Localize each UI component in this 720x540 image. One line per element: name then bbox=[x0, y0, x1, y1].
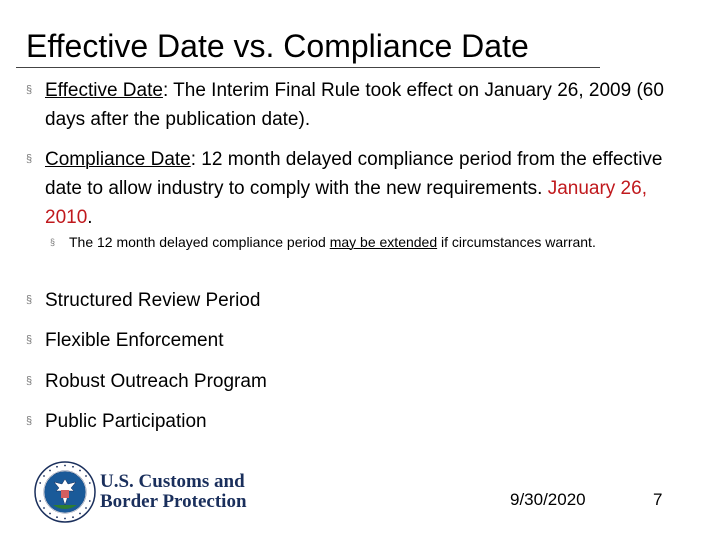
bullet-lead: Compliance Date bbox=[45, 149, 191, 170]
cbp-wordmark-line2: Border Protection bbox=[100, 491, 247, 512]
bullet-body bbox=[45, 76, 695, 134]
page-number: 7 bbox=[653, 490, 663, 509]
compliance-date-highlight: January 26, 2010 bbox=[45, 178, 647, 228]
bullet-body bbox=[45, 145, 695, 232]
cbp-logo bbox=[34, 461, 254, 523]
bullet-marker-icon: § bbox=[26, 84, 33, 96]
slide-title: Effective Date vs. Compliance Date bbox=[26, 28, 529, 64]
bullet-marker-icon: § bbox=[26, 375, 33, 387]
title-underline-rule bbox=[16, 67, 600, 68]
bullet-text: Structured Review Period bbox=[45, 290, 261, 311]
dhs-seal-icon bbox=[34, 461, 96, 523]
footer-date: 9/30/2020 bbox=[510, 490, 586, 509]
bullet-marker-icon: § bbox=[26, 294, 33, 306]
bullet-marker-icon: § bbox=[26, 415, 33, 427]
sub-bullet-body bbox=[69, 232, 669, 252]
bullet-tail: . bbox=[87, 207, 93, 228]
cbp-wordmark bbox=[100, 472, 247, 512]
bullet-text: : The Interim Final Rule took effect on January 26, 2009 (60 days after the publication date). bbox=[45, 80, 664, 130]
bullet-marker-icon: § bbox=[26, 334, 33, 346]
sub-bullet-underlined: may be extended bbox=[329, 234, 438, 250]
bullet-text: Flexible Enforcement bbox=[45, 330, 224, 351]
bullet-text: : 12 month delayed compliance period from the effective date to allow industry to comply with the new requirements. bbox=[45, 149, 663, 199]
bullet-text: Robust Outreach Program bbox=[45, 371, 267, 392]
sub-bullet-text-post: if circumstances warrant. bbox=[437, 234, 596, 250]
bullet-lead: Effective Date bbox=[45, 80, 163, 101]
bullet-marker-icon: § bbox=[26, 153, 33, 165]
sub-bullet-marker-icon: § bbox=[50, 237, 56, 247]
sub-bullet-text-pre: The 12 month delayed compliance period bbox=[69, 234, 330, 250]
cbp-wordmark-line1: U.S. Customs and bbox=[100, 471, 245, 492]
bullet-text: Public Participation bbox=[45, 411, 207, 432]
